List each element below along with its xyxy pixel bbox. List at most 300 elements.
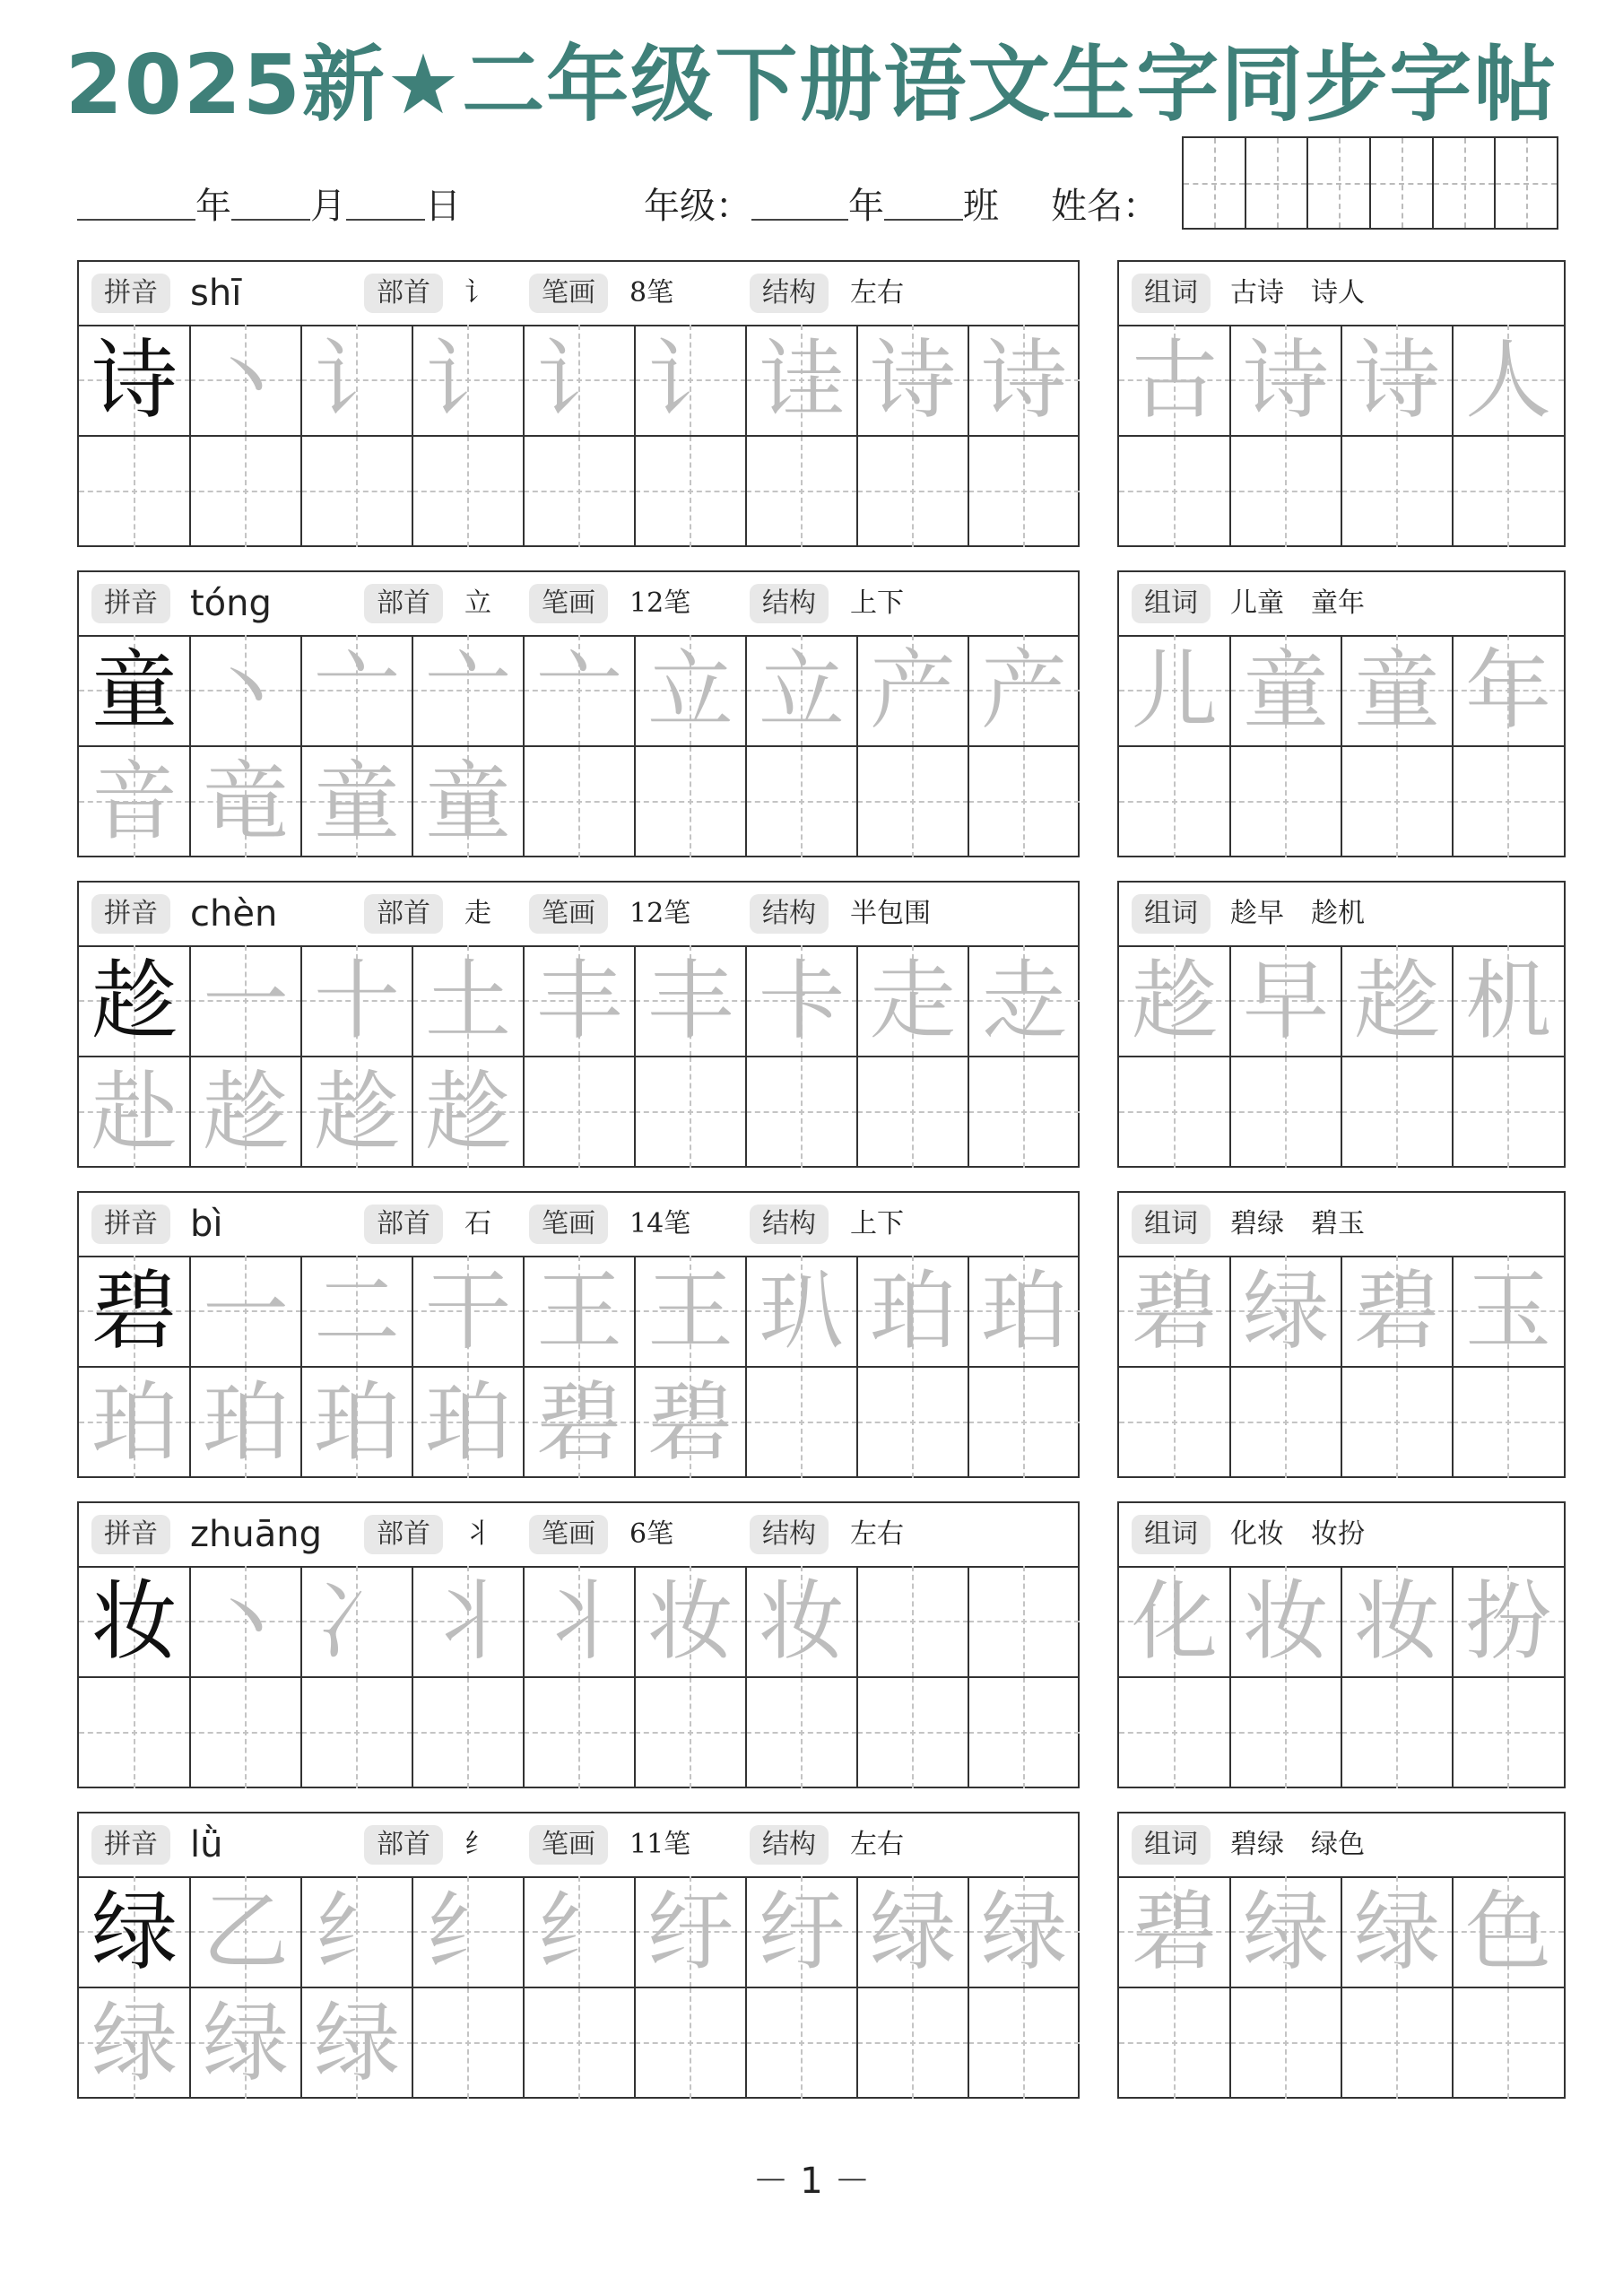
practice-cell[interactable] [301, 436, 412, 547]
practice-cell[interactable] [746, 1367, 857, 1478]
stroke-cell[interactable] [635, 635, 746, 746]
trace-character: 丶 [203, 1571, 289, 1672]
practice-cell[interactable] [746, 1987, 857, 2099]
word-practice-cell[interactable] [1230, 1367, 1341, 1478]
stroke-cell[interactable] [635, 1566, 746, 1677]
stroke-cell[interactable] [746, 1256, 857, 1367]
stroke-cell[interactable] [412, 325, 524, 436]
word-trace-cell[interactable] [1119, 325, 1230, 436]
stroke-cell[interactable] [635, 1256, 746, 1367]
trace-character [1453, 436, 1564, 547]
practice-cell[interactable] [746, 1057, 857, 1168]
trace-character: 丰 [647, 951, 733, 1051]
trace-character: 纟 [536, 1882, 622, 1982]
trace-character: 碧 [647, 1372, 733, 1473]
word-practice-cell[interactable] [1453, 1677, 1564, 1788]
structure-value: 左右 [850, 1518, 904, 1550]
practice-cell[interactable] [968, 1677, 1080, 1788]
practice-cell[interactable] [190, 1677, 301, 1788]
class-blank[interactable] [884, 179, 963, 221]
word-practice-cell[interactable] [1341, 1367, 1453, 1478]
trace-character: 丰 [536, 951, 622, 1051]
grid-divider [1119, 745, 1564, 747]
pinyin-value: bì [190, 1204, 223, 1245]
trace-character [635, 1987, 746, 2099]
words-header [1119, 1503, 1564, 1568]
practice-cell[interactable] [746, 1677, 857, 1788]
words-header [1119, 883, 1564, 947]
practice-grid [79, 1876, 1078, 2097]
trace-character [635, 1677, 746, 1788]
trace-character: 绿 [870, 1882, 956, 1982]
words-header [1119, 262, 1564, 326]
word-trace-cell[interactable] [1453, 1876, 1564, 1987]
words-grid [1119, 945, 1564, 1166]
trace-character [301, 1677, 412, 1788]
trace-character: 绿 [91, 1993, 178, 2093]
trace-character [746, 1367, 857, 1478]
stroke-cell[interactable] [190, 325, 301, 436]
trace-character [1119, 436, 1230, 547]
stroke-cell[interactable] [635, 1876, 746, 1987]
word-trace-cell[interactable] [1230, 1256, 1341, 1367]
trace-character: 童 [314, 752, 400, 852]
practice-cell[interactable] [635, 1367, 746, 1478]
word-practice-cell[interactable] [1453, 746, 1564, 857]
name-cell[interactable] [1246, 138, 1309, 228]
practice-panel [77, 260, 1080, 547]
stroke-cell[interactable] [190, 945, 301, 1057]
trace-character [968, 1677, 1080, 1788]
practice-cell[interactable] [190, 1987, 301, 2099]
trace-character: 绿 [1243, 1882, 1329, 1982]
stroke-cell[interactable] [968, 1256, 1080, 1367]
practice-cell[interactable] [412, 436, 524, 547]
trace-character: 诖 [759, 330, 845, 430]
word-practice-cell[interactable] [1341, 436, 1453, 547]
stroke-cell[interactable] [524, 325, 635, 436]
trace-character [746, 1987, 857, 2099]
practice-cell[interactable] [635, 436, 746, 547]
practice-grid [79, 325, 1078, 545]
trace-character: 趁 [1132, 951, 1218, 1051]
strokes-tag: 笔画 [529, 894, 608, 934]
stroke-cell[interactable] [524, 1566, 635, 1677]
word-practice-cell[interactable] [1230, 1987, 1341, 2099]
trace-character: 妆 [759, 1571, 845, 1672]
stroke-cell[interactable] [301, 1566, 412, 1677]
name-box[interactable] [1182, 136, 1558, 230]
word-trace-cell[interactable] [1453, 1566, 1564, 1677]
practice-cell[interactable] [412, 1367, 524, 1478]
word-trace-cell[interactable] [1230, 1876, 1341, 1987]
practice-panel [77, 1501, 1080, 1788]
stroke-cell[interactable] [301, 325, 412, 436]
page-number: － 1 － [752, 2161, 871, 2202]
month-blank[interactable] [231, 179, 310, 221]
trace-character: 扮 [1465, 1571, 1551, 1672]
stroke-cell[interactable] [301, 635, 412, 746]
stroke-cell[interactable] [746, 1876, 857, 1987]
word-trace-cell[interactable] [1453, 945, 1564, 1057]
stroke-cell[interactable] [857, 325, 968, 436]
stroke-cell[interactable] [857, 945, 968, 1057]
practice-cell[interactable] [635, 1677, 746, 1788]
practice-cell[interactable] [857, 1057, 968, 1168]
practice-cell[interactable] [857, 1677, 968, 1788]
practice-cell[interactable] [190, 1057, 301, 1168]
stroke-cell[interactable] [746, 1566, 857, 1677]
trace-character [746, 746, 857, 857]
practice-cell[interactable] [301, 1057, 412, 1168]
stroke-cell[interactable] [301, 945, 412, 1057]
trace-character [857, 1057, 968, 1168]
name-cell[interactable] [1434, 138, 1497, 228]
words-header [1119, 572, 1564, 637]
trace-character [857, 1987, 968, 2099]
structure-value: 上下 [850, 587, 904, 619]
word-trace-cell[interactable] [1119, 1256, 1230, 1367]
model-character: 趁 [91, 951, 178, 1051]
trace-character: 趁 [1354, 951, 1440, 1051]
stroke-cell[interactable] [190, 1566, 301, 1677]
class-label: 班 [963, 186, 999, 227]
trace-character: 卡 [759, 951, 845, 1051]
model-cell[interactable] [79, 1256, 190, 1367]
practice-cell[interactable] [79, 746, 190, 857]
practice-cell[interactable] [79, 1367, 190, 1478]
trace-character [1230, 1057, 1341, 1168]
word-trace-cell[interactable] [1341, 1876, 1453, 1987]
word-practice-cell[interactable] [1119, 746, 1230, 857]
practice-cell[interactable] [635, 1057, 746, 1168]
trace-character [1341, 1677, 1453, 1788]
word-practice-cell[interactable] [1453, 1057, 1564, 1168]
word-trace-cell[interactable] [1341, 635, 1453, 746]
word-trace-cell[interactable] [1341, 945, 1453, 1057]
trace-character [968, 1057, 1080, 1168]
word-trace-cell[interactable] [1453, 635, 1564, 746]
stroke-cell[interactable] [412, 945, 524, 1057]
trace-character [968, 1367, 1080, 1478]
word-practice-cell[interactable] [1341, 746, 1453, 857]
trace-character: 珀 [314, 1372, 400, 1473]
word-trace-cell[interactable] [1230, 1566, 1341, 1677]
stroke-cell[interactable] [412, 635, 524, 746]
trace-character: 早 [1243, 951, 1329, 1051]
stroke-cell[interactable] [190, 1256, 301, 1367]
stroke-cell[interactable] [746, 635, 857, 746]
word-practice-cell[interactable] [1119, 1367, 1230, 1478]
practice-cell[interactable] [412, 1987, 524, 2099]
word-practice-cell[interactable] [1341, 1057, 1453, 1168]
grid-divider [79, 1366, 1078, 1368]
trace-character: 玐 [759, 1261, 845, 1361]
word-practice-cell[interactable] [1453, 1367, 1564, 1478]
radical-value: 纟 [464, 1829, 491, 1860]
word-practice-cell[interactable] [1230, 1677, 1341, 1788]
trace-character [635, 746, 746, 857]
trace-character [746, 1057, 857, 1168]
word-trace-cell[interactable] [1230, 325, 1341, 436]
practice-cell[interactable] [524, 436, 635, 547]
radical-value: 丬 [464, 1518, 491, 1550]
practice-cell[interactable] [79, 436, 190, 547]
trace-character [968, 1987, 1080, 2099]
radical-tag: 部首 [364, 1825, 443, 1865]
stroke-cell[interactable] [190, 1876, 301, 1987]
pinyin-tag: 拼音 [91, 274, 170, 313]
practice-cell[interactable] [301, 1987, 412, 2099]
model-cell[interactable] [79, 945, 190, 1057]
stroke-cell[interactable] [968, 635, 1080, 746]
trace-character [857, 436, 968, 547]
trace-character: 绿 [203, 1993, 289, 2093]
trace-character: 诗 [1354, 330, 1440, 430]
word-practice-cell[interactable] [1119, 1677, 1230, 1788]
stroke-cell[interactable] [968, 1566, 1080, 1677]
practice-cell[interactable] [190, 1367, 301, 1478]
stroke-cell[interactable] [857, 1876, 968, 1987]
practice-cell[interactable] [79, 1677, 190, 1788]
practice-cell[interactable] [301, 746, 412, 857]
practice-cell[interactable] [524, 746, 635, 857]
grade-year-label: 年 [848, 186, 884, 227]
words-tag: 组词 [1132, 1515, 1211, 1554]
trace-character: 丬 [425, 1571, 511, 1672]
trace-character: 珀 [203, 1372, 289, 1473]
practice-cell[interactable] [524, 1677, 635, 1788]
word-practice-cell[interactable] [1341, 1677, 1453, 1788]
practice-cell[interactable] [190, 436, 301, 547]
practice-cell[interactable] [857, 1987, 968, 2099]
stroke-cell[interactable] [746, 945, 857, 1057]
words-value: 儿童 童年 [1230, 587, 1365, 619]
model-character: 妆 [91, 1571, 178, 1672]
word-trace-cell[interactable] [1119, 635, 1230, 746]
trace-character: 诗 [870, 330, 956, 430]
structure-value: 半包围 [850, 898, 931, 929]
stroke-cell[interactable] [524, 1876, 635, 1987]
words-panel [1117, 570, 1566, 857]
grade-label: 年级： [644, 186, 751, 227]
practice-cell[interactable] [635, 1987, 746, 2099]
model-cell[interactable] [79, 1876, 190, 1987]
word-practice-cell[interactable] [1119, 1987, 1230, 2099]
word-practice-cell[interactable] [1453, 436, 1564, 547]
stroke-cell[interactable] [301, 1256, 412, 1367]
stroke-cell[interactable] [857, 1256, 968, 1367]
practice-cell[interactable] [412, 746, 524, 857]
practice-header [79, 1193, 1078, 1257]
word-practice-cell[interactable] [1341, 1987, 1453, 2099]
trace-character: 妆 [647, 1571, 733, 1672]
stroke-cell[interactable] [857, 635, 968, 746]
structure-tag: 结构 [750, 894, 829, 934]
practice-cell[interactable] [412, 1057, 524, 1168]
word-trace-cell[interactable] [1341, 325, 1453, 436]
trace-character: 竜 [203, 752, 289, 852]
practice-cell[interactable] [968, 1987, 1080, 2099]
trace-character: 妆 [1354, 1571, 1440, 1672]
practice-cell[interactable] [412, 1677, 524, 1788]
day-blank[interactable] [346, 179, 425, 221]
trace-character [857, 746, 968, 857]
pinyin-tag: 拼音 [91, 1825, 170, 1865]
word-trace-cell[interactable] [1453, 1256, 1564, 1367]
trace-character: 赱 [981, 951, 1067, 1051]
stroke-cell[interactable] [968, 945, 1080, 1057]
radical-tag: 部首 [364, 894, 443, 934]
stroke-cell[interactable] [524, 635, 635, 746]
trace-character [1453, 1677, 1564, 1788]
practice-cell[interactable] [857, 436, 968, 547]
trace-character [1341, 436, 1453, 547]
trace-character: 童 [425, 752, 511, 852]
practice-header [79, 883, 1078, 947]
practice-cell[interactable] [857, 1367, 968, 1478]
strokes-tag: 笔画 [529, 1515, 608, 1554]
stroke-cell[interactable] [412, 1876, 524, 1987]
practice-grid [79, 1256, 1078, 1476]
name-cell[interactable] [1371, 138, 1434, 228]
strokes-tag: 笔画 [529, 584, 608, 623]
word-trace-cell[interactable] [1119, 1566, 1230, 1677]
strokes-value: 6笔 [629, 1518, 674, 1550]
trace-character: 亠 [425, 640, 511, 741]
practice-cell[interactable] [968, 436, 1080, 547]
trace-character: 玉 [1465, 1261, 1551, 1361]
word-trace-cell[interactable] [1119, 1876, 1230, 1987]
trace-character [1453, 1367, 1564, 1478]
practice-cell[interactable] [301, 1367, 412, 1478]
stroke-cell[interactable] [412, 1566, 524, 1677]
practice-cell[interactable] [968, 1057, 1080, 1168]
practice-cell[interactable] [79, 1987, 190, 2099]
page-title: 2025新★二年级下册语文生字同步字帖 [65, 37, 1558, 133]
trace-character [1341, 746, 1453, 857]
trace-character: 音 [91, 752, 178, 852]
trace-character: 立 [647, 640, 733, 741]
stroke-cell[interactable] [968, 1876, 1080, 1987]
word-trace-cell[interactable] [1230, 635, 1341, 746]
model-character: 碧 [91, 1261, 178, 1361]
trace-character: 碧 [536, 1372, 622, 1473]
word-practice-cell[interactable] [1230, 1057, 1341, 1168]
grid-divider [79, 745, 1078, 747]
strokes-value: 14笔 [629, 1208, 691, 1239]
year-blank[interactable] [77, 179, 195, 221]
word-practice-cell[interactable] [1230, 436, 1341, 547]
stroke-cell[interactable] [524, 945, 635, 1057]
trace-character: 纟 [425, 1882, 511, 1982]
trace-character [1119, 1987, 1230, 2099]
stroke-cell[interactable] [412, 1256, 524, 1367]
name-label: 姓名： [1051, 186, 1159, 227]
stroke-cell[interactable] [968, 325, 1080, 436]
name-cell[interactable] [1308, 138, 1371, 228]
pinyin-tag: 拼音 [91, 894, 170, 934]
practice-header [79, 1813, 1078, 1878]
practice-cell[interactable] [524, 1367, 635, 1478]
word-practice-cell[interactable] [1119, 1057, 1230, 1168]
words-value: 化妆 妆扮 [1230, 1518, 1365, 1550]
grade-year-blank[interactable] [751, 179, 848, 221]
word-trace-cell[interactable] [1453, 325, 1564, 436]
trace-character: 走 [870, 951, 956, 1051]
trace-character [1453, 746, 1564, 857]
practice-cell[interactable] [968, 746, 1080, 857]
name-cell[interactable] [1184, 138, 1246, 228]
trace-character [1341, 1367, 1453, 1478]
practice-cell[interactable] [524, 1987, 635, 2099]
trace-character: 诗 [981, 330, 1067, 430]
trace-character: 珀 [91, 1372, 178, 1473]
trace-character: 碧 [1354, 1261, 1440, 1361]
trace-character: 人 [1465, 330, 1551, 430]
trace-character [635, 1057, 746, 1168]
model-cell[interactable] [79, 1566, 190, 1677]
word-practice-cell[interactable] [1119, 436, 1230, 547]
pinyin-tag: 拼音 [91, 1515, 170, 1554]
model-cell[interactable] [79, 325, 190, 436]
practice-cell[interactable] [79, 1057, 190, 1168]
pinyin-tag: 拼音 [91, 584, 170, 623]
practice-cell[interactable] [301, 1677, 412, 1788]
word-practice-cell[interactable] [1230, 746, 1341, 857]
pinyin-value: lǜ [190, 1824, 223, 1866]
trace-character [1230, 1987, 1341, 2099]
radical-value: 讠 [464, 277, 491, 309]
trace-character: 纡 [647, 1882, 733, 1982]
practice-cell[interactable] [857, 746, 968, 857]
word-trace-cell[interactable] [1230, 945, 1341, 1057]
words-panel [1117, 1812, 1566, 2099]
radical-tag: 部首 [364, 584, 443, 623]
practice-cell[interactable] [524, 1057, 635, 1168]
trace-character [1341, 1057, 1453, 1168]
stroke-cell[interactable] [190, 635, 301, 746]
word-practice-cell[interactable] [1453, 1987, 1564, 2099]
trace-character [857, 1677, 968, 1788]
word-trace-cell[interactable] [1341, 1566, 1453, 1677]
trace-character: 绿 [1243, 1261, 1329, 1361]
words-grid [1119, 1256, 1564, 1476]
words-grid [1119, 1876, 1564, 2097]
stroke-cell[interactable] [746, 325, 857, 436]
practice-cell[interactable] [968, 1367, 1080, 1478]
practice-cell[interactable] [746, 436, 857, 547]
structure-tag: 结构 [750, 1205, 829, 1244]
stroke-cell[interactable] [635, 325, 746, 436]
word-trace-cell[interactable] [1119, 945, 1230, 1057]
trace-character [524, 746, 635, 857]
practice-header [79, 262, 1078, 326]
trace-character: 化 [1132, 1571, 1218, 1672]
name-cell[interactable] [1496, 138, 1557, 228]
stroke-cell[interactable] [635, 945, 746, 1057]
stroke-cell[interactable] [301, 1876, 412, 1987]
structure-tag: 结构 [750, 1825, 829, 1865]
pinyin-value: shī [190, 273, 242, 314]
word-trace-cell[interactable] [1341, 1256, 1453, 1367]
practice-cell[interactable] [190, 746, 301, 857]
practice-cell[interactable] [746, 746, 857, 857]
stroke-cell[interactable] [857, 1566, 968, 1677]
stroke-cell[interactable] [524, 1256, 635, 1367]
model-cell[interactable] [79, 635, 190, 746]
practice-cell[interactable] [635, 746, 746, 857]
